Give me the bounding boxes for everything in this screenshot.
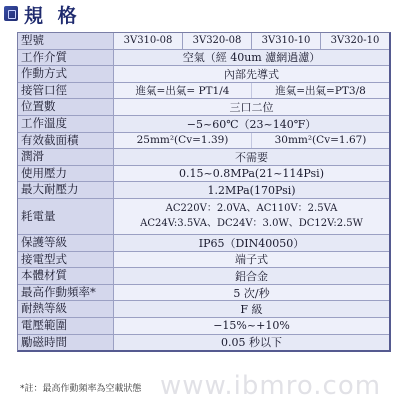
row-label: 工作介質: [18, 50, 114, 66]
row-label: 位置數: [18, 99, 114, 115]
row-value: F 級: [114, 301, 389, 317]
row-label: 電壓範圍: [18, 318, 114, 334]
power-line-1: AC220V：2.0VA、AC110V：2.5VA: [165, 203, 338, 215]
frequency-row: [18, 285, 389, 302]
page-header: [0, 0, 400, 27]
page-title: 規 格: [24, 5, 81, 27]
row-value: 1.2MPa(170Psi): [114, 182, 389, 198]
model-cell: 3V320-10: [321, 33, 389, 49]
row-value: 空氣（經 40um 濾網過濾）: [114, 50, 389, 66]
max-pressure-row: [18, 182, 389, 199]
power-line-2: AC24V:3.5VA、DC24V：3.0W、DC12V:2.5W: [140, 218, 363, 230]
actuation-row: [18, 66, 389, 83]
pressure-row: [18, 166, 389, 183]
row-label: 最高作動頻率*: [18, 285, 114, 301]
row-label: 使用壓力: [18, 166, 114, 182]
row-label: 工作溫度: [18, 116, 114, 132]
excitation-row: [18, 335, 389, 351]
row-value: 0.15~0.8MPa(21~114Psi): [114, 166, 389, 182]
row-value: 不需要: [114, 149, 389, 165]
model-cell: 3V310-08: [114, 33, 183, 49]
lubrication-row: [18, 149, 389, 166]
row-value: 0.05 秒以下: [114, 335, 389, 351]
row-label: 有效截面積: [18, 133, 114, 149]
temp-row: [18, 116, 389, 133]
model-cell: 3V320-08: [183, 33, 252, 49]
watermark: www.ibmro.com: [160, 371, 382, 401]
row-value: −15%~+10%: [114, 318, 389, 334]
spec-table: [17, 32, 391, 352]
model-cell: 3V310-10: [252, 33, 321, 49]
row-value: 內部先導式: [114, 66, 389, 82]
row-value: 鋁合金: [114, 268, 389, 284]
row-value: 端子式: [114, 252, 389, 268]
row-value: −5~60℃（23~140℉）: [114, 116, 389, 132]
body-row: [18, 268, 389, 285]
port-row: [18, 83, 389, 100]
row-label: 潤滑: [18, 149, 114, 165]
row-value-right: 30mm²(Cv=1.67): [252, 133, 389, 149]
row-value: IP65（DIN40050）: [114, 235, 389, 251]
row-label: 接管口徑: [18, 83, 114, 99]
row-value-right: 進氣=出氣=PT3/8: [252, 83, 389, 99]
model-label: 型號: [18, 33, 114, 49]
protection-row: [18, 235, 389, 252]
row-label: 耐熱等級: [18, 301, 114, 317]
row-label: 本體材質: [18, 268, 114, 284]
row-label: 勵磁時間: [18, 335, 114, 351]
row-value: 5 次/秒: [114, 285, 389, 301]
medium-row: [18, 50, 389, 67]
row-label: 作動方式: [18, 66, 114, 82]
footnote: *註：最高作動頻率為空載狀態: [20, 384, 142, 394]
connector-row: [18, 252, 389, 269]
row-value-left: 25mm²(Cv=1.39): [114, 133, 252, 149]
insulation-row: [18, 301, 389, 318]
power-row: [18, 199, 389, 235]
row-label: 最大耐壓力: [18, 182, 114, 198]
document-icon: [4, 6, 18, 21]
row-label: 耗電量: [18, 199, 114, 234]
row-label: 保護等級: [18, 235, 114, 251]
row-value: 三口二位: [114, 99, 389, 115]
row-value-left: 進氣=出氣= PT1/4: [114, 83, 252, 99]
row-label: 接電型式: [18, 252, 114, 268]
positions-row: [18, 99, 389, 116]
area-row: [18, 133, 389, 150]
model-row: [18, 33, 389, 50]
voltage-row: [18, 318, 389, 335]
